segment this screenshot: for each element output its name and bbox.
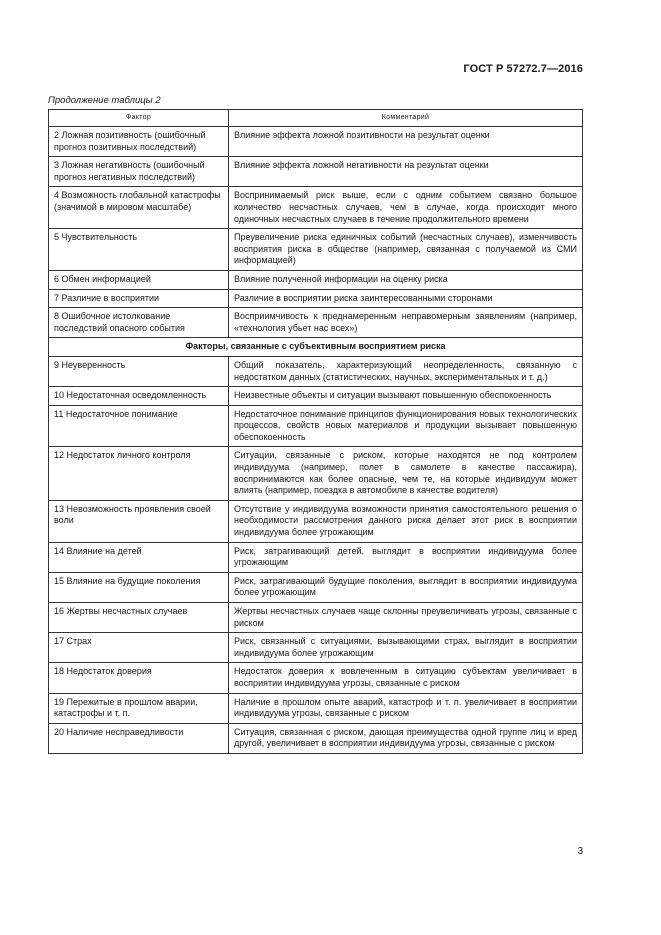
factor-cell: 15 Влияние на будущие поколения <box>49 572 229 602</box>
table-row <box>49 603 583 633</box>
factor-cell: 4 Возможность глобальной катастрофы (значимой в мировом масштабе) <box>49 187 229 229</box>
comment-cell: Отсутствие у индивидуума возможности принятия самостоятельного решения о необходимости рассмотрения данного риска делает этот риск в восприятии индивидуума более угрожающим <box>229 500 583 542</box>
table-row <box>49 157 583 187</box>
table-row <box>49 187 583 229</box>
comment-cell: Риск, затрагивающий будущие поколения, выглядит в восприятии индивидуума более угрожающим <box>229 572 583 602</box>
comment-cell: Влияние полученной информации на оценку риска <box>229 270 583 289</box>
factor-cell: 10 Недостаточная осведомленность <box>49 387 229 406</box>
comment-cell: Влияние эффекта ложной негативности на результат оценки <box>229 157 583 187</box>
section-title: Факторы, связанные с субъективным восприятием риска <box>49 338 583 357</box>
table-row <box>49 356 583 386</box>
column-header-comment: Комментарий <box>229 110 583 127</box>
factor-cell: 5 Чувствительность <box>49 229 229 271</box>
comment-cell: Недостаток доверия к вовлеченным в ситуацию субъектам увеличивает в восприятии индивидуума угрозы, связанные с риском <box>229 663 583 693</box>
table-row <box>49 663 583 693</box>
table-row <box>49 405 583 447</box>
table-header-row <box>49 110 583 127</box>
comment-cell: Ситуация, связанная с риском, дающая преимущества одной группе лиц и вред другой, увеличивает в восприятии индивидуума угрозы, связанные с риском <box>229 723 583 753</box>
comment-cell: Ситуации, связанные с риском, которые находятся не под контролем индивидуума (например, полет в самолете в качестве пассажира), воспринимаются как более опасные, чем те, на которые индивидуум может влиять (например, поездка в автомобиле в качестве водителя) <box>229 447 583 500</box>
table-row <box>49 693 583 723</box>
page-number: 3 <box>577 846 583 857</box>
comment-cell: Риск, связанный с ситуациями, вызывающими страх, выглядит в восприятии индивидуума более угрожающим <box>229 633 583 663</box>
comment-cell: Неизвестные объекты и ситуации вызывают повышенную обеспокоенность <box>229 387 583 406</box>
table-row <box>49 447 583 500</box>
factor-cell: 19 Пережитые в прошлом аварии, катастрофы и т. п. <box>49 693 229 723</box>
table-row <box>49 500 583 542</box>
factor-cell: 13 Невозможность проявления своей воли <box>49 500 229 542</box>
comment-cell: Риск, затрагивающий детей, выглядит в восприятии индивидуума более угрожающим <box>229 542 583 572</box>
table-row <box>49 387 583 406</box>
table-row <box>49 308 583 338</box>
table-body <box>49 127 583 754</box>
comment-cell: Воспринимаемый риск выше, если с одним событием связано большое количество несчастных случаев, чем в случае, когда происходит много одиночных несчастных случаев в течение продолжительного времени <box>229 187 583 229</box>
factor-cell: 3 Ложная негативность (ошибочный прогноз негативных последствий) <box>49 157 229 187</box>
comment-cell: Восприимчивость к преднамеренным неправомерным заявлениям (например, «технология убьет нас всех») <box>229 308 583 338</box>
section-row <box>49 338 583 357</box>
table-row <box>49 633 583 663</box>
comment-cell: Недостаточное понимание принципов функционирования новых технологических процессов, свойств новых материалов и продукции вызывает повышенную обеспокоенность <box>229 405 583 447</box>
factor-cell: 16 Жертвы несчастных случаев <box>49 603 229 633</box>
comment-cell: Различие в восприятии риска заинтересованными сторонами <box>229 289 583 308</box>
comment-cell: Преувеличение риска единичных событий (несчастных случаев), изменчивость восприятия риска в обществе (например, связанная с получаемой из СМИ информацией) <box>229 229 583 271</box>
table-row <box>49 542 583 572</box>
document-code: ГОСТ Р 57272.7—2016 <box>463 63 583 75</box>
factor-cell: 7 Различие в восприятии <box>49 289 229 308</box>
table-row <box>49 723 583 753</box>
factor-cell: 11 Недостаточное понимание <box>49 405 229 447</box>
table-row <box>49 127 583 157</box>
table-caption: Продолжение таблицы 2 <box>48 95 161 106</box>
table-row <box>49 289 583 308</box>
factor-cell: 9 Неуверенность <box>49 356 229 386</box>
comment-cell: Общий показатель, характеризующий неопределенность, связанную с недостатком данных (статистических, научных, экспериментальных и т. д.) <box>229 356 583 386</box>
factor-cell: 12 Недостаток личного контроля <box>49 447 229 500</box>
column-header-factor: Фактор <box>49 110 229 127</box>
table-row <box>49 270 583 289</box>
factor-cell: 17 Страх <box>49 633 229 663</box>
table-row <box>49 229 583 271</box>
factor-cell: 18 Недостаток доверия <box>49 663 229 693</box>
comment-cell: Влияние эффекта ложной позитивности на результат оценки <box>229 127 583 157</box>
comment-cell: Наличие в прошлом опыте аварий, катастроф и т. п. увеличивает в восприятии индивидуума угрозы, связанные с риском <box>229 693 583 723</box>
factor-cell: 6 Обмен информацией <box>49 270 229 289</box>
table-row <box>49 572 583 602</box>
factor-cell: 2 Ложная позитивность (ошибочный прогноз позитивных последствий) <box>49 127 229 157</box>
factor-cell: 14 Влияние на детей <box>49 542 229 572</box>
comment-cell: Жертвы несчастных случаев чаще склонны преувеличивать угрозы, связанные с риском <box>229 603 583 633</box>
factor-cell: 20 Наличие несправедливости <box>49 723 229 753</box>
factors-table <box>48 109 583 754</box>
factor-cell: 8 Ошибочное истолкование последствий опасного события <box>49 308 229 338</box>
